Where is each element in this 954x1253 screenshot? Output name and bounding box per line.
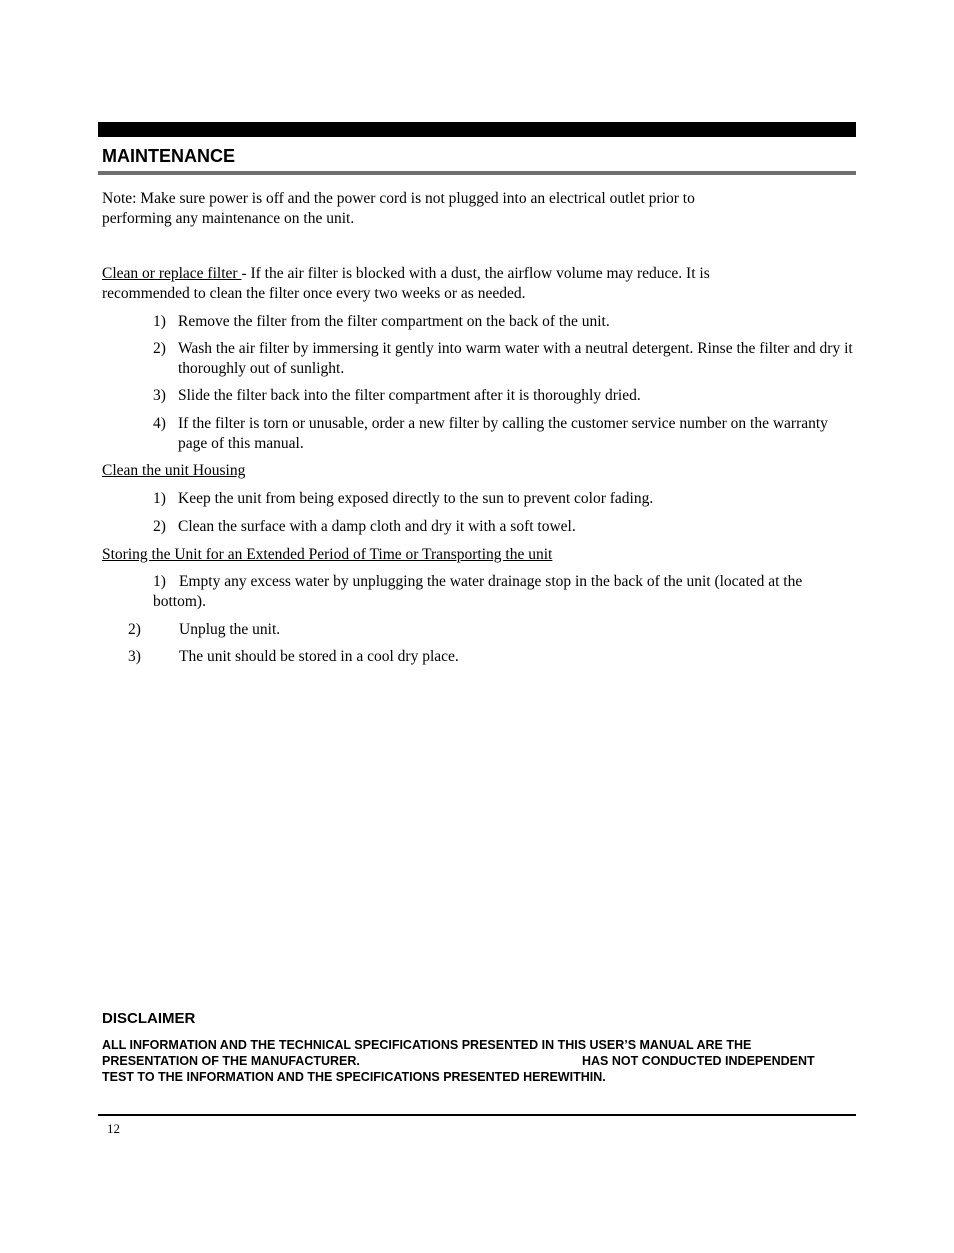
list-item: 3) The unit should be stored in a cool dry place. [128,648,459,665]
list-item: 4) If the filter is torn or unusable, order a new filter by calling the customer service number on the warranty page of this manual. [153,415,828,452]
disclaimer-line-2a: PRESENTATION OF THE MANUFACTURER. [102,1054,360,1068]
list-item: 3) Slide the filter back into the filter compartment after it is thoroughly dried. [153,387,641,404]
page-title: MAINTENANCE [102,146,235,166]
housing-heading: Clean the unit Housing [102,462,246,479]
list-item: 2) Unplug the unit. [128,621,281,638]
list-item: 1) Empty any excess water by unplugging the water drainage stop in the back of the unit (located at the bottom). [153,573,803,610]
disclaimer-line-1: ALL INFORMATION AND THE TECHNICAL SPECIFICATIONS PRESENTED IN THIS USER’S MANUAL ARE THE [102,1038,752,1052]
storing-heading: Storing the Unit for an Extended Period of Time or Transporting the unit [102,546,553,563]
page-number: 12 [107,1121,120,1136]
filter-intro [102,264,842,304]
disclaimer-title: DISCLAIMER [102,1010,196,1027]
note-paragraph [102,189,842,229]
disclaimer-line-2 [102,1053,852,1069]
filter-intro-line-1: - If the air filter is blocked with a dust, the airflow volume may reduce. It is [241,265,710,282]
disclaimer-line-2b: HAS NOT CONDUCTED INDEPENDENT [582,1054,815,1068]
title-divider [98,171,856,175]
disclaimer-line-3: TEST TO THE INFORMATION AND THE SPECIFICATIONS PRESENTED HEREWITHIN. [102,1070,606,1084]
filter-intro-line-2: recommended to clean the filter once every two weeks or as needed. [102,285,526,302]
header-bar [98,122,856,137]
list-item: 1) Remove the filter from the filter compartment on the back of the unit. [153,313,610,330]
footer-divider [98,1114,856,1116]
note-line-2: performing any maintenance on the unit. [102,210,355,227]
list-item: 2) Clean the surface with a damp cloth and dry it with a soft towel. [153,518,576,535]
filter-heading: Clean or replace filter [102,265,242,282]
note-line-1: Note: Make sure power is off and the power cord is not plugged into an electrical outlet prior to [102,190,695,207]
list-item: 2) Wash the air filter by immersing it gently into warm water with a neutral detergent. Rinse the filter and dry it thoroughly out of sunlight. [153,340,853,377]
list-item: 1) Keep the unit from being exposed directly to the sun to prevent color fading. [153,490,654,507]
